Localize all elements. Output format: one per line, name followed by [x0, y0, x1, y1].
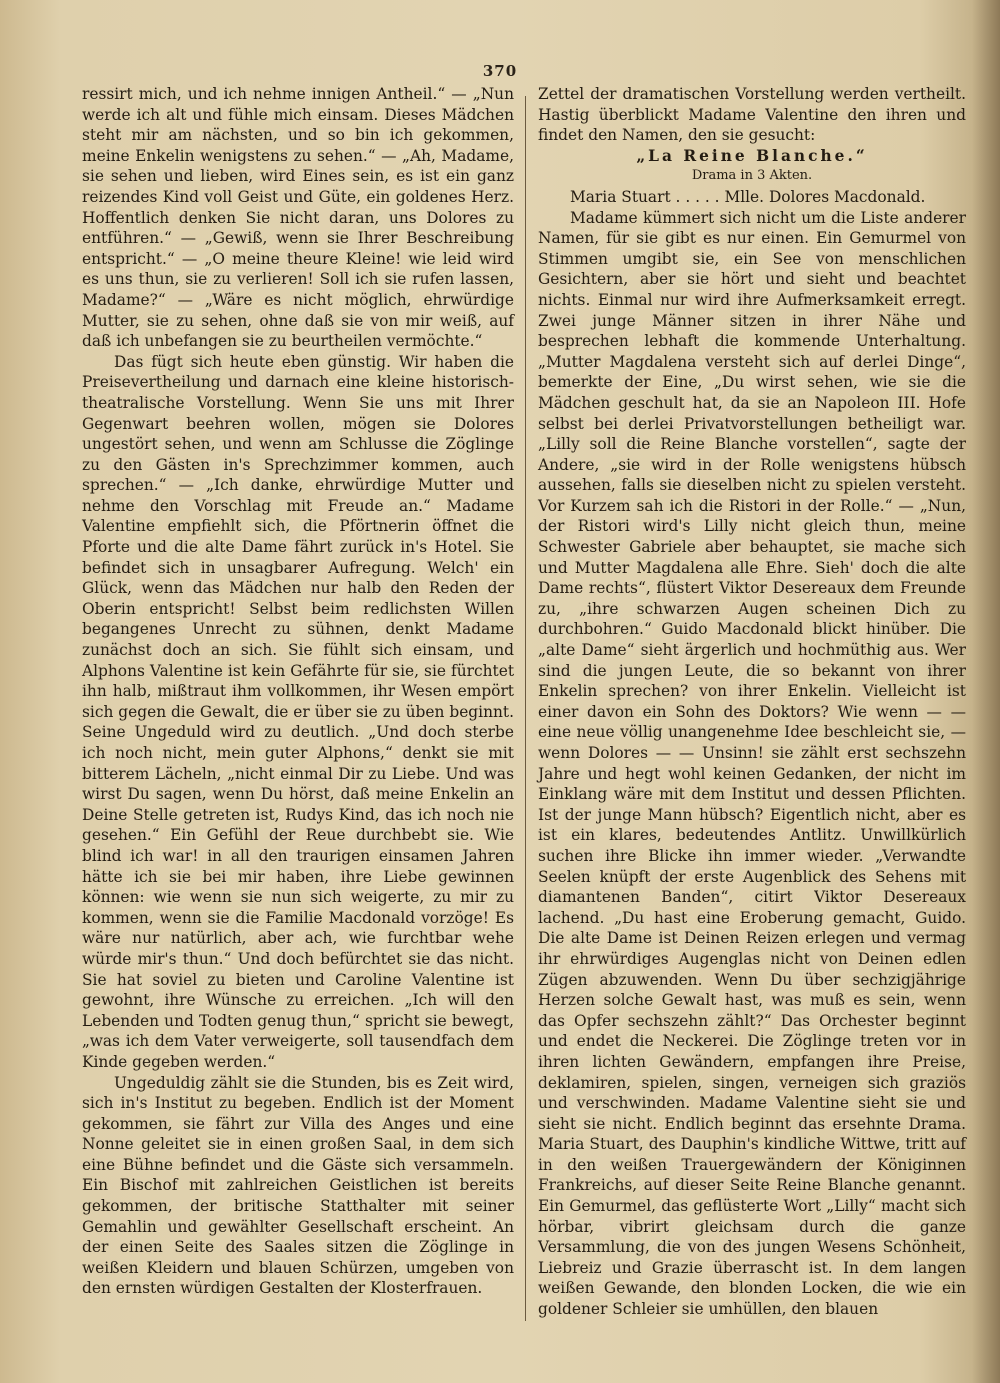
column-divider: [525, 96, 526, 1321]
play-title: „La Reine Blanche.“: [636, 146, 868, 165]
right-body: Madame kümmert sich nicht um die Liste anderer Namen, für sie gibt es nur einen. Ein Gemurmel von Stimmen umgibt sie, ein See von menschlichen Gesichtern, aber sie hört und sieht und beachtet nichts. Einmal nur wird ihre Aufmerksamkeit erregt. Zwei junge Männer sitzen in ihrer Nähe und besprechen lebhaft die kommende Unterhaltung. „Mutter Magdalena versteht sich auf derlei Dinge“, bemerkte der Eine, „Du wirst sehen, wie sie die Mädchen geschult hat, da sie an Napoleon III. Hofe selbst bei derlei Privatvorstellungen betheiligt war. „Lilly soll die Reine Blanche vorstellen“, sagte der Andere, „sie wird in der Rolle wenigstens hübsch aussehen, falls sie dieselben nicht zu spielen versteht. Vor Kurzem sah ich die Ristori in der Rolle.“ — „Nun, der Ristori wird's Lilly nicht gleich thun, meine Schwester Gabriele aber behauptet, sie mache sich und Mutter Magdalena alle Ehre. Sieh' doch die alte Dame rechts“, flüstert Viktor Desereaux dem Freunde zu, „ihre schwarzen Augen scheinen Dich zu durchbohren.“ Guido Macdonald blickt hinüber. Die „alte Dame“ sieht ärgerlich und hochmüthig aus. Wer sind die jungen Leute, die so bekannt von ihrer Enkelin sprechen? von ihrer Enkelin. Vielleicht ist einer davon ein Sohn des Doktors? Wie wenn — — eine neue völlig unangenehme Idee beschleicht sie, — wenn Dolores — — Unsinn! sie zählt erst sechszehn Jahre und hegt wohl keinen Gedanken, der nicht im Einklang wäre mit dem Institut und dessen Pflichten. Ist der junge Mann hübsch? Eigentlich nicht, aber es ist ein klares, bedeutendes Antlitz. Unwillkürlich suchen ihre Blicke ihn immer wieder. „Verwandte Seelen knüpft der erste Augenblick des Sehens mit diamantenen Banden“, citirt Viktor Desereaux lachend. „Du hast eine Eroberung gemacht, Guido. Die alte Dame ist Deinen Reizen erlegen und vermag ihr ehrwürdiges Augenglas nicht von Deinen edlen Zügen abzuwenden. Wenn Du über sechzigjährige Herzen solche Gewalt hast, was muß es sein, wenn das Opfer sechszehn zählt?“ Das Orchester beginnt und endet die Neckerei. Die Zöglinge treten vor in ihren lichten Gewändern, empfangen ihre Preise, deklamiren, spielen, singen, verneigen sich graziös und verschwinden. Madame Valentine sieht sie und sieht sie nicht. Endlich beginnt das ersehnte Drama. Maria Stuart, des Dauphin's kindliche Wittwe, tritt auf in den weißen Trauergewändern der Königinnen Frankreichs, auf dieser Seite Reine Blanche genannt. Ein Gemurmel, das geflüsterte Wort „Lilly“ macht sich hörbar, vibrirt gleichsam durch die ganze Versammlung, die von des jungen Wesens Schönheit, Liebreiz und Grazie überrascht ist. In dem langen weißen Gewande, den blonden Locken, die wie ein goldener Schleier sie umhüllen, den blauen: [538, 208, 966, 1319]
page-number: 370: [482, 62, 518, 80]
left-paragraph-2: Das fügt sich heute eben günstig. Wir haben die Preisevertheilung und darnach eine kleine historisch-theatralische Vorstellung. Wenn Sie uns mit Ihrer Gegenwart beehren wollen, mögen sie Dolores ungestört sehen, und wenn am Schlusse die Zöglinge zu den Gästen in's Sprechzimmer kommen, auch sprechen.“ — „Ich danke, ehrwürdige Mutter und nehme den Vorschlag mit Freude an.“ Madame Valentine empfiehlt sich, die Pförtnerin öffnet die Pforte und die alte Dame fährt zurück in's Hotel. Sie befindet sich in unsagbarer Aufregung. Welch' ein Glück, wenn das Mädchen nur halb den Reden der Oberin entspricht! Selbst beim redlichsten Willen begangenes Unrecht zu sühnen, denkt Madame zunächst doch an sich. Sie fühlt sich einsam, und Alphons Valentine ist kein Gefährte für sie, sie fürchtet ihn halb, mißtraut ihm vollkommen, ihr Wesen empört sich gegen die Gewalt, die er über sie zu üben beginnt. Seine Ungeduld wird zu deutlich. „Und doch sterbe ich noch nicht, mein guter Alphons,“ denkt sie mit bitterem Lächeln, „nicht einmal Dir zu Liebe. Und was wirst Du sagen, wenn Du hörst, daß meine Enkelin an Deine Stelle getreten ist, Rudys Kind, das ich noch nie gesehen.“ Ein Gefühl der Reue durchbebt sie. Wie blind ich war! in all den traurigen einsamen Jahren hätte ich sie bei mir haben, ihre Liebe gewinnen können: wie wenn sie nun sich weigerte, zu mir zu kommen, wenn sie die Familie Macdonald vorzöge! Es wäre nur natürlich, aber ach, wie furchtbar wehe würde mir's thun.“ Und doch befürchtet sie das nicht. Sie hat soviel zu bieten und Caroline Valentine ist gewohnt, ihre Wünsche zu erreichen. „Ich will den Lebenden und Todten genug thun,“ spricht sie bewegt, „was ich dem Vater verweigerte, soll tausendfach dem Kinde gegeben werden.“: [82, 352, 514, 1071]
right-column: [538, 84, 966, 1320]
left-paragraph-3: Ungeduldig zählt sie die Stunden, bis es Zeit wird, sich in's Institut zu begeben. Endlich ist der Moment gekommen, sie fährt zur Villa des Anges und eine Nonne geleitet sie in einen großen Saal, in dem sich eine Bühne befindet und die Gäste sich versammeln. Ein Bischof mit zahlreichen Geistlichen ist bereits gekommen, der britische Statthalter mit seiner Gemahlin und gewählter Gesellschaft erscheint. An der einen Seite des Saales sitzen die Zöglinge in weißen Kleidern und blauen Schürzen, umgeben von den ernsten würdigen Gestalten der Klosterfrauen.: [82, 1073, 514, 1298]
page-edge-shadow: [972, 0, 1000, 1383]
play-subtitle: Drama in 3 Akten.: [691, 168, 813, 184]
left-column: [82, 84, 514, 1299]
right-intro: Zettel der dramatischen Vorstellung werden vertheilt. Hastig überblickt Madame Valentine den ihren und findet den Namen, den sie gesucht:: [538, 85, 966, 145]
left-paragraph-1: ressirt mich, und ich nehme innigen Antheil.“ — „Nun werde ich alt und fühle mich einsam. Dieses Mädchen steht mir am nächsten, und so bin ich gekommen, meine Enkelin wenigstens zu sehen.“ — „Ah, Madame, sie sehen und lieben, wird Eines sein, es ist ein ganz reizendes Kind voll Geist und Güte, ein goldenes Herz. Hoffentlich denken Sie nicht daran, uns Dolores zu entführen.“ — „Gewiß, wenn sie Ihrer Beschreibung entspricht.“ — „O meine theure Kleine! wie leid wird es uns thun, sie zu verlieren! Soll ich sie rufen lassen, Madame?“ — „Wäre es nicht möglich, ehrwürdige Mutter, sie zu sehen, ohne daß sie von mir weiß, auf daß ich unbefangen sie zu beurtheilen vermöchte.“: [82, 85, 514, 351]
cast-line: Maria Stuart . . . . . Mlle. Dolores Macdonald.: [570, 187, 926, 206]
